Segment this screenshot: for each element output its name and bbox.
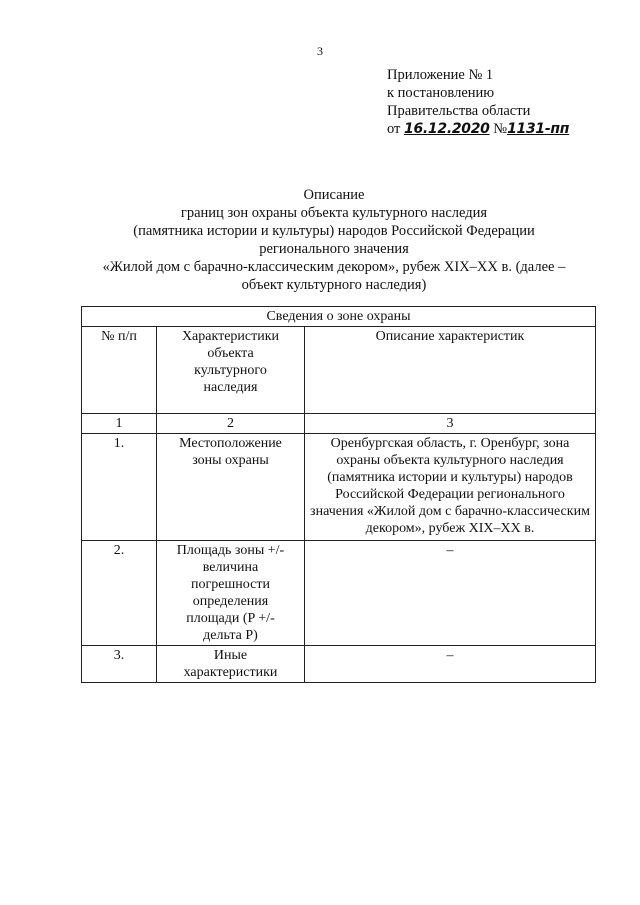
appendix-line-3: Правительства области — [387, 103, 531, 119]
title-line-2: границ зон охраны объекта культурного наследия — [180, 205, 488, 221]
handwritten-date: 16.12.2020 — [404, 121, 490, 137]
handwritten-number: 1131-пп — [507, 121, 570, 137]
title-line-3: (памятника истории и культуры) народов Российской Федерации — [133, 223, 535, 239]
row-3-number: 3. — [82, 646, 157, 683]
column-number-2: 2 — [157, 414, 305, 434]
row-2-description: – — [305, 541, 596, 646]
appendix-line-2: к постановлению — [387, 85, 495, 101]
table-caption: Сведения о зоне охраны — [82, 307, 596, 327]
from-label: от — [387, 121, 401, 137]
table-row — [82, 646, 596, 683]
header-description: Описание характеристик — [305, 327, 596, 414]
title-line-6: объект культурного наследия) — [241, 277, 427, 293]
title-line-4: регионального значения — [259, 241, 409, 257]
table-row — [82, 541, 596, 646]
column-number-1: 1 — [82, 414, 157, 434]
appendix-line-1: Приложение № 1 — [387, 67, 494, 83]
title-line-5: «Жилой дом с барачно-классическим декором», рубеж XIX–XX в. (далее – — [102, 259, 566, 275]
row-1-number: 1. — [82, 434, 157, 541]
row-2-characteristic: Площадь зоны +/- величина погрешности определения площади (P +/- дельта P) — [157, 541, 305, 646]
appendix-date-line — [387, 120, 569, 138]
number-label: № — [493, 121, 508, 137]
table-row — [82, 434, 596, 541]
column-number-row — [82, 414, 596, 434]
row-3-characteristic: Иные характеристики — [157, 646, 305, 683]
row-2-number: 2. — [82, 541, 157, 646]
row-1-description: Оренбургская область, г. Оренбург, зона охраны объекта культурного наследия (памятника истории и культуры) народов Российской Федерации регионального значения «Жилой дом с барачно-классическим декором», рубеж XIX–XX в. — [305, 434, 596, 541]
table-caption-row — [82, 307, 596, 327]
title-line-1: Описание — [303, 187, 365, 203]
header-characteristic: Характеристики объекта культурного наследия — [157, 327, 305, 414]
zone-info-table — [81, 306, 596, 683]
row-3-description: – — [305, 646, 596, 683]
page-number: 3 — [317, 44, 323, 58]
table-header-row — [82, 327, 596, 414]
header-number: № п/п — [82, 327, 157, 414]
document-title — [60, 186, 608, 294]
row-1-characteristic: Местоположение зоны охраны — [157, 434, 305, 541]
appendix-block — [387, 66, 569, 138]
column-number-3: 3 — [305, 414, 596, 434]
